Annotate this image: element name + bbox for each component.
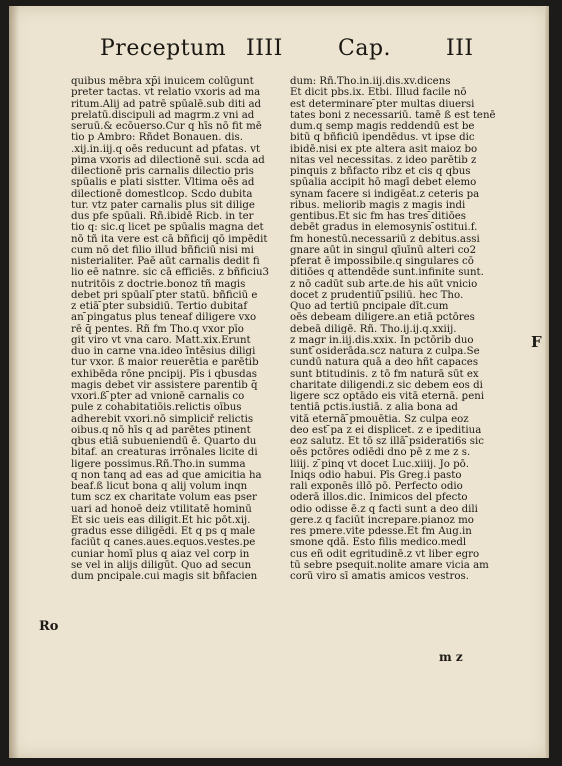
text-line: ritum.Alij ad patrē spūalē.sub diti ad [71, 98, 262, 110]
text-line: dum: Rñ.Tho.in.iij.dis.xv.dicens [290, 76, 451, 87]
text-line: gradus esse diligēdi. Et q ps q male [71, 526, 256, 537]
text-line: cundū natura quā a deo hñt capaces [290, 357, 479, 369]
text-line: bitaf. an creaturas irrōnales licite di [71, 447, 258, 459]
text-line: tum scz ex charitate volum eas pser [71, 492, 257, 504]
text-line: gnare aūt in singul qīuīnū alteri co2 [290, 244, 477, 256]
text-line: nutritōis z doctrie.bonoz tñ magis [71, 278, 246, 290]
text-line: bitū q bñficiū ipendēdus. vt ipse dic [290, 132, 475, 144]
text-line: vitā eternā ̄pmouētia. Sz culpa eoz [290, 413, 469, 425]
text-line: tū sebre psequit.nolite amare vicia am [290, 559, 489, 571]
text-line: Quo ad tertiū pncipale dīt.cum [290, 301, 449, 312]
text-line: oēs pctōres odiēdi dno pē z me z s. [290, 447, 471, 459]
text-line: nisterialiter. Paē aūt carnalis dedit fi [71, 256, 260, 267]
text-line: debēt gradus in elemosynis ̄ostitui.f. [290, 222, 478, 234]
text-line: seruū.& ecōuerso.Cur q hīs nō fit mē [71, 121, 262, 132]
header-cap: Cap. [338, 36, 392, 61]
text-line: dilectionē domestlcop. Scdo dubita [71, 188, 253, 200]
text-line: debeā diligē. Rñ. Tho.ij.ij.q.xxiij. [290, 323, 457, 335]
text-line: z etiā ̄pter subsidiū. Tertio dubitaf [71, 301, 248, 312]
text-line: dum pncipale.cui magis sit bñfacien [71, 571, 258, 582]
margin-note-right: F [531, 333, 542, 351]
header-chapter: III [446, 36, 474, 61]
text-line: magis debet vir assistere parentib q̄ [71, 379, 258, 391]
text-line: sunt ̄osiderāda.scz natura z culpa.Se [290, 346, 480, 357]
text-line: ditiōes q attendēde sunt.infinite sunt. [290, 267, 484, 279]
text-line: an ̄pingatus plus teneaf diligere vxo [71, 312, 257, 324]
text-line: se vel in alijs diligūt. Quo ad secun [71, 559, 252, 571]
text-line: cum nō det filio illud bñficiū nisi mi [71, 244, 254, 256]
text-line: pule z cohabitatiōis.relictis oībus [71, 402, 242, 414]
text-line: quibus mēbra xp̄i inuicem colūgunt [71, 76, 254, 87]
text-line: tur vxor. ß maior reuerētia e parētib [71, 357, 259, 369]
text-line: z magr in.iij.dis.xxix. In pctōrib duo [290, 334, 474, 346]
text-line: duo in carne vna.ideo īntēsius diligi [71, 346, 256, 357]
text-line: gentibus.Et sic fm has tres ̄ditiōes [290, 211, 466, 222]
running-header [9, 36, 549, 76]
text-line: debet pri spūali ̄pter statū. bñficiū e [71, 289, 258, 301]
text-line: cus eñ odit egritudinē.z vt liber egro [290, 548, 480, 560]
text-line: liiij. z ̄pinq vt docet Luc.xiiij. Jo pō. [290, 458, 469, 470]
text-line: dus pfe spūali. Rñ.ibidē Ricb. in ter [71, 211, 254, 222]
text-line: eoz salutz. Et tō sz illā ̄psiderati6s sic [290, 436, 484, 447]
text-line: nō tñ ita vere est cā bñficij qō impēdit [71, 233, 268, 245]
text-line: sunt btitudinis. z tō fm naturā sūt ex [290, 368, 479, 380]
text-line: pferat ē impossibile.q singulares cō [290, 256, 474, 267]
text-line: uari ad honoē deiz vtilitatē hominū [71, 503, 252, 515]
text-line: smone qdā. Esto filis medico.medl [290, 537, 467, 549]
text-line: oēs debeam diligere.an etiā pctōres [290, 312, 475, 324]
text-line: ̄pinquis z bñfacto ribz et cis q qbus [290, 166, 471, 177]
text-line: deo est ̄pa z ei displicet. z e ipeditiua [290, 424, 482, 436]
text-line: Et dicit pbs.ix. Etbi. Illud facile nō [290, 87, 467, 99]
text-line: corū viro sī amatis amicos vestros. [290, 571, 469, 582]
text-line: tur. vtz pater carnalis plus sit dilige [71, 199, 255, 211]
text-line: ribus. meliorib magis z magis indi [290, 199, 466, 211]
text-column-right [290, 76, 524, 582]
text-line: synam facere si indigēat.z ceteris pa [290, 188, 480, 200]
text-line: vxori.ß ̄pter ad vnionē carnalis co [71, 391, 245, 402]
signature-mark: m z [439, 650, 463, 664]
text-line: q non tanq ad eas ad que amicitia ha [71, 469, 262, 481]
text-line: dilectionē pris carnalis dilectio pris [71, 166, 254, 177]
text-line: spūalis e plati sistter. Vltima oēs ad [71, 177, 255, 189]
header-numeral: IIII [246, 36, 283, 61]
text-line: rali exponēs illō pō. Perfecto odio [290, 481, 463, 492]
text-line: Iniqs odio habui. Pīs Greg.i pasto [290, 469, 462, 481]
text-line: odio odisse ē.z q facti sunt a deo dili [290, 503, 478, 515]
text-line: .xij.in.iij.q oēs reducunt ad pfatas. vt [71, 143, 261, 155]
text-line: oderā illos.dic. Inimicos del pfecto [290, 492, 468, 504]
margin-note-left: Ro [39, 619, 59, 634]
text-line: tates boni z necessariū. tamē ß est tenē [290, 109, 496, 121]
text-line: spūalia accipit hō magī debet elemo [290, 177, 477, 189]
left-edge-mark: s [0, 537, 6, 548]
header-preceptum: Preceptum [100, 36, 227, 61]
text-line: Et sic ueis eas diligit.Et hic pōt.xij. [71, 514, 251, 526]
text-line: qbus etiā subueniendū ē. Quarto du [71, 436, 257, 447]
text-line: rē q̄ pentes. Rñ fm Tho.q vxor pīo [71, 323, 244, 335]
text-line: ligere possimus.Rñ.Tho.in summa [71, 458, 246, 470]
text-line: git viro vt vna caro. Matt.xix.Erunt [71, 334, 251, 346]
text-line: oibus.q nō hīs q ad parētes ptinent [71, 424, 251, 436]
text-line: nitas vel necessitas. z ideo parētib z [290, 154, 477, 166]
text-line: adherebit vxori.nō simpliciř relictis [71, 413, 254, 425]
text-line: est determinare ̄pter multas diuersi [290, 98, 475, 110]
page-edge [545, 6, 549, 758]
text-line: exhibēda rōne pncipij. Pīs i qbusdas [71, 368, 258, 380]
text-line: tio p Ambro: Rñdet Bonauen. dis. [71, 132, 243, 144]
text-line: fm honestū.necessariū z debitus.assi [290, 233, 480, 245]
text-line: dum.q semp magis reddendū est be [290, 121, 475, 132]
text-line: ligere scz optādo eis vitā eternā. ꝑeni [290, 391, 485, 402]
text-line: ibidē.nisi ex pte altera asit maioz bo [290, 143, 478, 155]
text-line: lio eē natnre. sic cā efficiēs. z bñficiu3 [71, 267, 270, 279]
text-line: cuniar homī plus q aiaz vel corp in [71, 548, 250, 560]
text-line: z nō cadūt sub arte.de his aūt vnicio [290, 278, 478, 290]
text-line: res pmere.vite pdesse.Et fm Aug.in [290, 526, 472, 537]
text-line: charitate diligendi.z sic debem eos di [290, 379, 483, 391]
text-line: beaf.ß licut bona q alij volum inqn [71, 481, 248, 492]
text-line: tentiā ꝑctis.iustiā. z alia bona ad [290, 402, 458, 414]
text-line: gere.z q faciūt increpare.pianoz mo [290, 514, 474, 526]
text-line: prelatū.discipuli ad magrm.z vni ad [71, 109, 255, 121]
text-line: faciūt q canes.aues.equos.vestes.pe [71, 537, 256, 549]
text-line: preter tactas. vt relatio vxoris ad ma [71, 87, 261, 99]
gutter-shadow [9, 6, 19, 758]
text-line: docet z prudentiū ̄psiliū. hec Tho. [290, 289, 464, 301]
text-line: tio q: sic.q licet pe spūalis magna det [71, 222, 264, 234]
text-column-left [71, 76, 285, 582]
text-line: pima vxoris ad dilectionē sui. scda ad [71, 154, 265, 166]
manuscript-page [9, 6, 549, 758]
